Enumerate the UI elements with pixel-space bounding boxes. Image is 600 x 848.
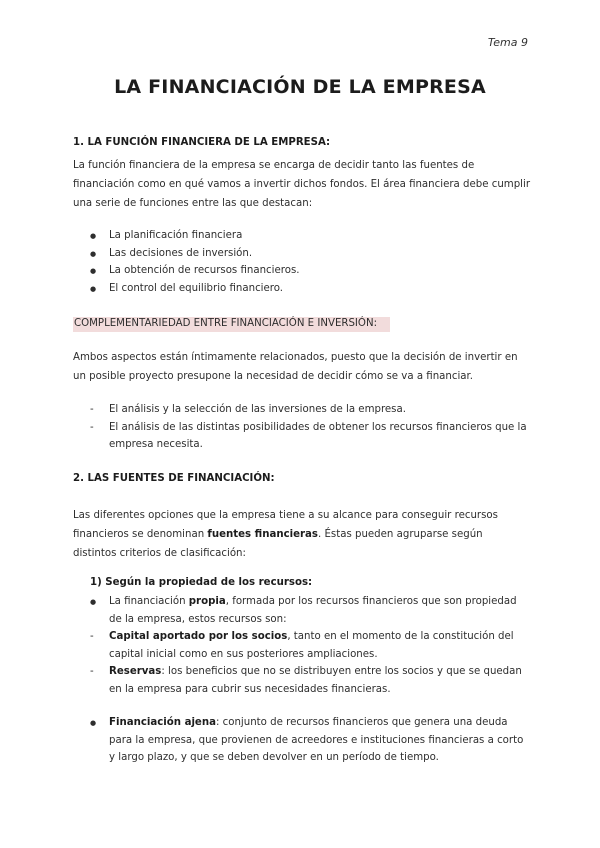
complementarity-paragraph: Ambos aspectos están íntimamente relacionados, puesto que la decisión de invertir en un posible proyecto presupone la necesidad de decidir cómo se va a financiar. <box>73 352 518 382</box>
section-2-intro: Las diferentes opciones que la empresa tiene a su alcance para conseguir recursos financieros se denominan fuentes financieras. Éstas pueden agruparse según distintos criterios de clasificación: <box>73 510 498 559</box>
list-item: ● Financiación ajena: conjunto de recursos financieros que genera una deuda para la empresa, que provienen de acreedores e instituciones financieras a corto y largo plazo, y que se deben devolver en un período de tiempo. <box>90 714 530 767</box>
list-item: ● La obtención de recursos financieros. <box>90 262 300 280</box>
list-item: - Capital aportado por los socios, tanto en el momento de la constitución del capital inicial como en sus posteriores ampliaciones. <box>90 628 530 663</box>
functions-list <box>90 227 300 297</box>
bullet-icon <box>90 593 102 612</box>
criterion-heading: 1) Según la propiedad de los recursos: <box>90 577 313 588</box>
list-item: - Reservas: los beneficios que no se distribuyen entre los socios y que se quedan en la empresa para cubrir sus necesidades financieras. <box>90 663 530 698</box>
ajena-list <box>90 714 530 767</box>
bullet-icon <box>90 262 102 281</box>
page-title: LA FINANCIACIÓN DE LA EMPRESA <box>114 76 486 98</box>
aspects-list <box>90 401 530 454</box>
list-item: ● La financiación propia, formada por los recursos financieros que son propiedad de la empresa, estos recursos son: <box>90 593 530 628</box>
dash-icon <box>90 663 102 681</box>
bullet-icon <box>90 245 102 264</box>
list-item: ● La planificación financiera <box>90 227 300 245</box>
section-2-heading: 2. LAS FUENTES DE FINANCIACIÓN: <box>73 473 275 484</box>
chapter-label: Tema 9 <box>487 36 528 49</box>
section-1-intro: La función financiera de la empresa se encarga de decidir tanto las fuentes de financiación como en qué vamos a invertir dichos fondos. El área financiera debe cumplir una serie de funciones entre las que destacan: <box>73 160 531 209</box>
propia-resources-list <box>90 628 530 698</box>
highlighted-subheading: COMPLEMENTARIEDAD ENTRE FINANCIACIÓN E INVERSIÓN: <box>73 317 390 332</box>
section-1-heading: 1. LA FUNCIÓN FINANCIERA DE LA EMPRESA: <box>73 137 331 148</box>
bullet-icon <box>90 714 102 733</box>
list-item: - El análisis de las distintas posibilidades de obtener los recursos financieros que la empresa necesita. <box>90 419 530 454</box>
dash-icon <box>90 628 102 646</box>
dash-icon <box>90 401 102 419</box>
propia-list <box>90 593 530 628</box>
bullet-icon <box>90 227 102 246</box>
list-item: ● El control del equilibrio financiero. <box>90 280 300 298</box>
list-item: - El análisis y la selección de las inversiones de la empresa. <box>90 401 530 419</box>
list-item: ● Las decisiones de inversión. <box>90 245 300 263</box>
bullet-icon <box>90 280 102 299</box>
dash-icon <box>90 419 102 437</box>
